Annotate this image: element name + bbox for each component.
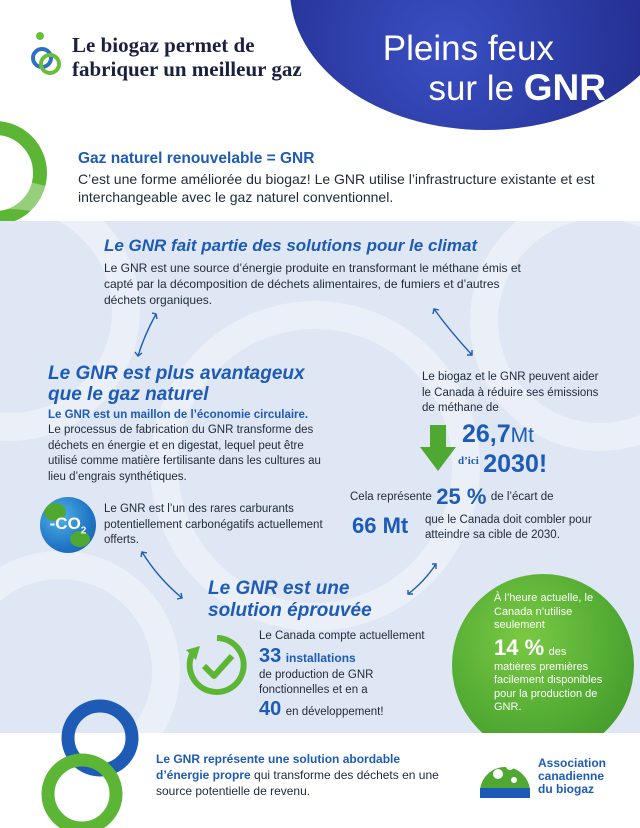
association-line-3: du biogaz bbox=[538, 782, 594, 796]
climate-section bbox=[104, 236, 544, 308]
carbon-negative-text: Le GNR est l’un des rares carburants potentiellement carbonégatifs actuellement offerts. bbox=[104, 503, 323, 546]
title-bold: GNR bbox=[523, 67, 606, 108]
feedstock-percent: 14 % bbox=[494, 634, 545, 660]
cycle-arrow-icon bbox=[138, 548, 188, 603]
intro-heading: Gaz naturel renouvelable = GNR bbox=[78, 150, 315, 167]
earth-icon bbox=[40, 497, 96, 553]
association-line-2: canadienne bbox=[538, 769, 605, 783]
methane-deadline bbox=[458, 450, 547, 479]
footer-bold-text: Le GNR représente une solution abordable d’énergie propre bbox=[156, 752, 401, 782]
methane-amount-value: 26,7 bbox=[462, 420, 511, 448]
cycle-arrow-icon bbox=[132, 310, 162, 362]
logo-text bbox=[72, 33, 302, 81]
gap-percent: 25 % bbox=[436, 484, 487, 509]
logo-line-1: Le biogaz permet de bbox=[72, 33, 255, 57]
gap-lead: Cela représente bbox=[350, 491, 432, 503]
advantage-heading-2: que le gaz naturel bbox=[48, 384, 209, 405]
biogas-logo-icon bbox=[30, 28, 70, 78]
association-line-1: Association bbox=[538, 756, 607, 770]
co2-label bbox=[40, 514, 96, 536]
gap-text-1: de l’écart de bbox=[490, 491, 554, 503]
advantage-body: Le processus de fabrication du GNR transforme des déchets en énergie et en digestat, lequel peut être utilisé comme matière fertilisante dans les cultures au lieu d’engrais synthétiques. bbox=[48, 424, 321, 483]
methane-amount-unit: Mt bbox=[510, 424, 534, 447]
proven-heading-1: Le GNR est une bbox=[208, 578, 350, 599]
title-prefix: sur le bbox=[428, 69, 524, 108]
methane-text: Le biogaz et le GNR peuvent aider le Canada à réduire ses émissions de méthane de bbox=[422, 371, 599, 414]
climate-heading: Le GNR fait partie des solutions pour le climat bbox=[104, 236, 478, 255]
operational-count: 33 bbox=[259, 645, 282, 667]
intro-body: C’est une forme améliorée du biogaz! Le GNR utilise l’infrastructure existante et est interchangeable avec le gaz naturel conventionnel. bbox=[78, 171, 595, 205]
cycle-arrow-icon bbox=[402, 560, 442, 600]
advantage-heading-1: Le GNR est plus avantageux bbox=[48, 363, 305, 384]
title-line-2 bbox=[340, 68, 620, 109]
feedstock-section bbox=[494, 592, 612, 715]
development-count: 40 bbox=[259, 698, 282, 720]
title-line-1: Pleins feux bbox=[382, 29, 554, 68]
climate-body: Le GNR est une source d’énergie produite en transformant le méthane émis et capté par la décomposition de déchets alimentaires, de fumiers et d’autres déchets organiques. bbox=[104, 261, 521, 307]
gap-text-2: que le Canada doit combler pour atteindre sa cible de 2030. bbox=[425, 514, 592, 541]
page-title bbox=[340, 30, 620, 109]
proven-text-1: Le Canada compte actuellement bbox=[259, 630, 425, 642]
proven-heading bbox=[208, 578, 372, 622]
proven-text-2: de production de GNR fonctionnelles et en a bbox=[259, 669, 374, 696]
methane-year: 2030! bbox=[483, 450, 548, 478]
proven-text-3: en développement! bbox=[285, 706, 384, 718]
feedstock-text-3: matières premières facilement disponibles pour la production de GNR. bbox=[494, 660, 603, 713]
proven-development-line bbox=[259, 698, 459, 721]
feedstock-text-2: des bbox=[548, 645, 567, 658]
intro-section bbox=[78, 150, 598, 206]
proven-heading-2: solution éprouvée bbox=[208, 600, 372, 621]
installations-label: installations bbox=[285, 651, 356, 665]
gap-line-1 bbox=[350, 484, 610, 510]
feedstock-percent-line bbox=[494, 635, 612, 661]
proven-count-line bbox=[259, 645, 459, 668]
methane-amount bbox=[462, 420, 534, 449]
down-arrow-icon bbox=[418, 425, 458, 473]
footer-body-text: qui transforme des déchets en une source potentielle de revenu. bbox=[156, 768, 439, 798]
advantage-subheading: Le GNR est un maillon de l’économie circulaire. bbox=[48, 409, 309, 421]
proven-section bbox=[259, 628, 459, 721]
association-name bbox=[538, 757, 606, 796]
co2-subscript: 2 bbox=[80, 525, 87, 537]
checkmark-cycle-icon bbox=[184, 632, 250, 698]
methane-by-label: d’ici bbox=[458, 455, 479, 467]
feedstock-text-1: À l’heure actuelle, le Canada n’utilise seulement bbox=[494, 592, 594, 631]
association-logo-icon bbox=[476, 752, 534, 802]
gap-total: 66 Mt bbox=[352, 513, 409, 538]
logo-line-2: fabriquer un meilleur gaz bbox=[72, 57, 302, 81]
footer-text bbox=[156, 751, 446, 799]
footer-rings-icon bbox=[40, 698, 150, 828]
co2-text: -CO bbox=[49, 514, 81, 533]
advantage-section bbox=[48, 363, 348, 485]
cycle-arrow-icon bbox=[428, 305, 478, 360]
